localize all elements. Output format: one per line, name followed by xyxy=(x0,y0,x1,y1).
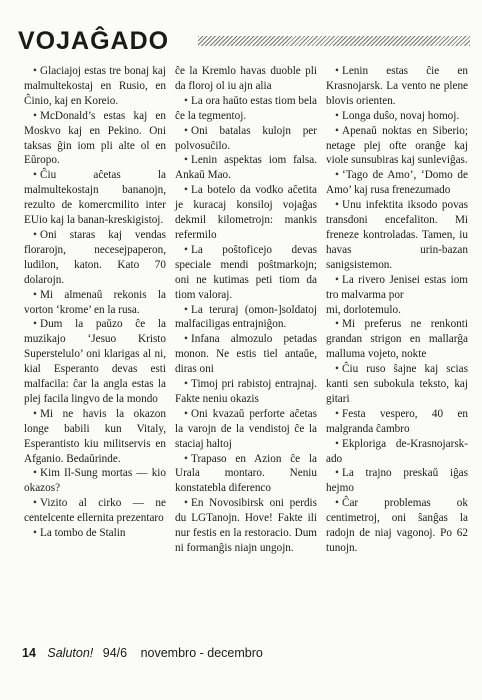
list-item xyxy=(24,466,166,496)
item-text: Mi preferus ne renkonti grandan strigon en mallarĝa malluma vojeto, nokte xyxy=(326,318,468,361)
item-text: ĉe la Kremlo havas duoble pli da floroj ol iu ajn alia xyxy=(175,65,317,92)
bullet-icon: • xyxy=(335,318,339,331)
list-item xyxy=(175,496,317,556)
item-text: Kim Il-Sung mortas — kio okazos? xyxy=(24,467,166,495)
list-item xyxy=(175,303,317,333)
bullet-icon: • xyxy=(335,273,339,286)
bullet-icon: • xyxy=(33,65,37,77)
bullet-icon: • xyxy=(335,497,339,510)
list-item xyxy=(175,183,317,243)
list-item xyxy=(326,109,468,124)
bullet-icon: • xyxy=(335,65,339,77)
item-text: Oni batalas kulojn per polvosuĉilo. xyxy=(175,124,317,152)
item-text: Oni staras kaj vendas florarojn, necesejpaperon, ludilon, katon. Kato 70 dolarojn. xyxy=(24,228,166,286)
bullet-icon: • xyxy=(184,333,188,346)
bullet-icon: • xyxy=(335,199,339,212)
section-header xyxy=(18,26,470,58)
list-item xyxy=(326,198,468,273)
item-text: Apenaŭ noktas en Siberio; netage plej ofte oranĝe kaj viole sunsubiras kaj sunleviĝas. xyxy=(326,124,468,167)
item-text: mi, dorlotemulo. xyxy=(326,303,401,316)
bullet-icon: • xyxy=(33,318,37,331)
list-item xyxy=(175,64,317,94)
list-item xyxy=(326,303,468,318)
item-text: Dum la paŭzo ĉe la muzikajo ‘Jesuo Kristo Superstelulo’ oni klarigas al ni, kial Esperanto devas esti malfacila: ĉar la angla estas la plej facila lingvo de la mondo xyxy=(24,318,166,405)
list-item xyxy=(175,124,317,154)
item-text: Ĉar problemas ok centimetroj, oni ŝanĝas la radojn de niaj vagonoj. Po 62 tunojn. xyxy=(326,497,468,554)
list-item xyxy=(24,526,166,541)
bullet-icon: • xyxy=(184,243,188,256)
item-text: Ĉiu aĉetas la malmultekostajn bananojn, rezulto de komercmilito inter EUio kaj la banan-kreskigistoj. xyxy=(24,169,166,227)
bullet-icon: • xyxy=(33,228,37,241)
bullet-icon: • xyxy=(335,467,339,480)
list-item xyxy=(24,228,166,288)
issue-months: novembro - decembro xyxy=(140,646,263,660)
list-item xyxy=(24,109,166,169)
list-item xyxy=(326,437,468,467)
bullet-icon: • xyxy=(184,184,188,197)
issue-number: 94/6 xyxy=(102,646,128,660)
item-text: La botelo da vodko aĉetita je kuracaj konsiloj vojaĝas dekmil kilometrojn: mankis refermilo xyxy=(175,184,317,241)
item-text: Glaciajoj estas tre bonaj kaj malmultekostaj en Rusio, en Ĉinio, kaj en Koreio. xyxy=(24,65,166,107)
bullet-icon: • xyxy=(335,109,339,122)
list-item xyxy=(24,317,166,406)
bullet-icon: • xyxy=(33,109,37,122)
bullet-icon: • xyxy=(184,497,188,510)
bullet-icon: • xyxy=(184,154,188,167)
list-item xyxy=(326,362,468,407)
bullet-icon: • xyxy=(335,437,339,450)
list-item xyxy=(175,94,317,124)
list-item xyxy=(326,64,468,109)
item-text: ‘Tago de Amo’, ‘Domo de Amo’ kaj rusa frenezumado xyxy=(326,169,468,197)
item-text: Mi almenaŭ rekonis la vorton ‘krome’ en la rusa. xyxy=(24,288,166,316)
item-text: Infana almozulo petadas monon. Ne estis tiel antaŭe, diras oni xyxy=(175,333,317,376)
list-item xyxy=(175,243,317,303)
list-item xyxy=(326,407,468,437)
bullet-icon: • xyxy=(33,169,37,182)
section-title: VOJAĜADO xyxy=(18,27,170,55)
list-item xyxy=(326,168,468,198)
column-2 xyxy=(175,64,317,556)
list-item xyxy=(326,496,468,556)
item-text: La ora haŭto estas tiom bela ĉe la tegmentoj. xyxy=(175,94,317,122)
list-item xyxy=(326,317,468,362)
item-text: La teruraj (omon-]soldatoj malfaciligas entrajniĝon. xyxy=(175,303,317,331)
list-item xyxy=(175,332,317,377)
list-item xyxy=(326,124,468,169)
header-hatch-rule xyxy=(198,36,470,46)
page-footer xyxy=(22,646,462,664)
list-item xyxy=(326,273,468,303)
item-text: Mi ne havis la okazon longe babili kun Vitaly, Esperantisto kiu militservis en Afganio. Bedaŭrinde. xyxy=(24,407,166,465)
item-text: La trajno preskaŭ iĝas hejmo xyxy=(326,467,468,495)
list-item xyxy=(326,466,468,496)
item-text: En Novosibirsk oni perdis du LGTanojn. Hove! Fakte ili nur festis en la restoracio. Dum ni formanĝis niajn ungojn. xyxy=(175,497,317,554)
item-text: Longa duŝo, novaj homoj. xyxy=(342,109,460,122)
list-item xyxy=(175,452,317,497)
item-text: Trapaso en Azion ĉe la Urala montaro. Neniu konstatebla diferenco xyxy=(175,452,317,495)
list-item xyxy=(24,407,166,467)
bullet-icon: • xyxy=(184,452,188,465)
item-text: Ekploriga de-Krasnojarsk-ado xyxy=(326,437,468,465)
bullet-icon: • xyxy=(33,288,37,301)
bullet-icon: • xyxy=(184,94,188,107)
list-item xyxy=(175,153,317,183)
page-number: 14 xyxy=(22,646,36,660)
list-item xyxy=(24,168,166,228)
item-text: Oni kvazaŭ perforte aĉetas la varojn de la vendistoj ĉe la staciaj haltoj xyxy=(175,407,317,450)
bullet-icon: • xyxy=(33,527,37,540)
item-text: McDonald’s estas kaj en Moskvo kaj en Pekino. Oni taksas ĝin iom pli alte ol en Eŭropo. xyxy=(24,109,166,167)
bullet-icon: • xyxy=(335,363,339,376)
item-text: Timoj pri rabistoj entrajnaj. Fakte neniu okazis xyxy=(175,378,317,405)
bullet-icon: • xyxy=(33,467,37,480)
item-text: Vizito al cirko — ne centelcente ellernita prezentaro xyxy=(24,497,166,525)
bullet-icon: • xyxy=(335,169,339,182)
column-1 xyxy=(24,64,166,541)
list-item xyxy=(24,288,166,318)
bullet-icon: • xyxy=(184,407,188,420)
bullet-icon: • xyxy=(335,407,339,420)
bullet-icon: • xyxy=(184,378,188,391)
list-item xyxy=(175,377,317,407)
item-text: Festa vespero, 40 en malgranda ĉambro xyxy=(326,407,468,435)
list-item xyxy=(175,407,317,452)
item-text: La poŝtoficejo devas speciale mendi poŝtmarkojn; oni ne kutimas peti tiom da tiom valoraj. xyxy=(175,243,317,301)
list-item xyxy=(24,496,166,526)
item-text: Unu infektita iksodo povas transdoni encefaliton. Mi freneze kontroladas. Tamen, iu havas urin-bazan sanigsistemon. xyxy=(326,199,468,271)
bullet-icon: • xyxy=(33,407,37,420)
bullet-icon: • xyxy=(33,497,37,510)
item-text: La tombo de Stalin xyxy=(40,527,126,540)
item-text: Ĉiu ruso ŝajne kaj scias kanti sen subokula teksto, kaj gitari xyxy=(326,363,468,405)
item-text: La rivero Jenisei estas iom tro malvarma por xyxy=(326,273,468,301)
magazine-name: Saluton! xyxy=(47,646,94,660)
item-text: Lenin aspektas iom falsa. Ankaŭ Mao. xyxy=(175,154,317,182)
item-text: Lenin estas ĉie en Krasnojarsk. La vento ne plene blovis orienten. xyxy=(326,65,468,107)
bullet-icon: • xyxy=(335,124,339,137)
list-item xyxy=(24,64,166,109)
column-3 xyxy=(326,64,468,556)
bullet-icon: • xyxy=(184,124,188,137)
bullet-icon: • xyxy=(184,303,188,316)
